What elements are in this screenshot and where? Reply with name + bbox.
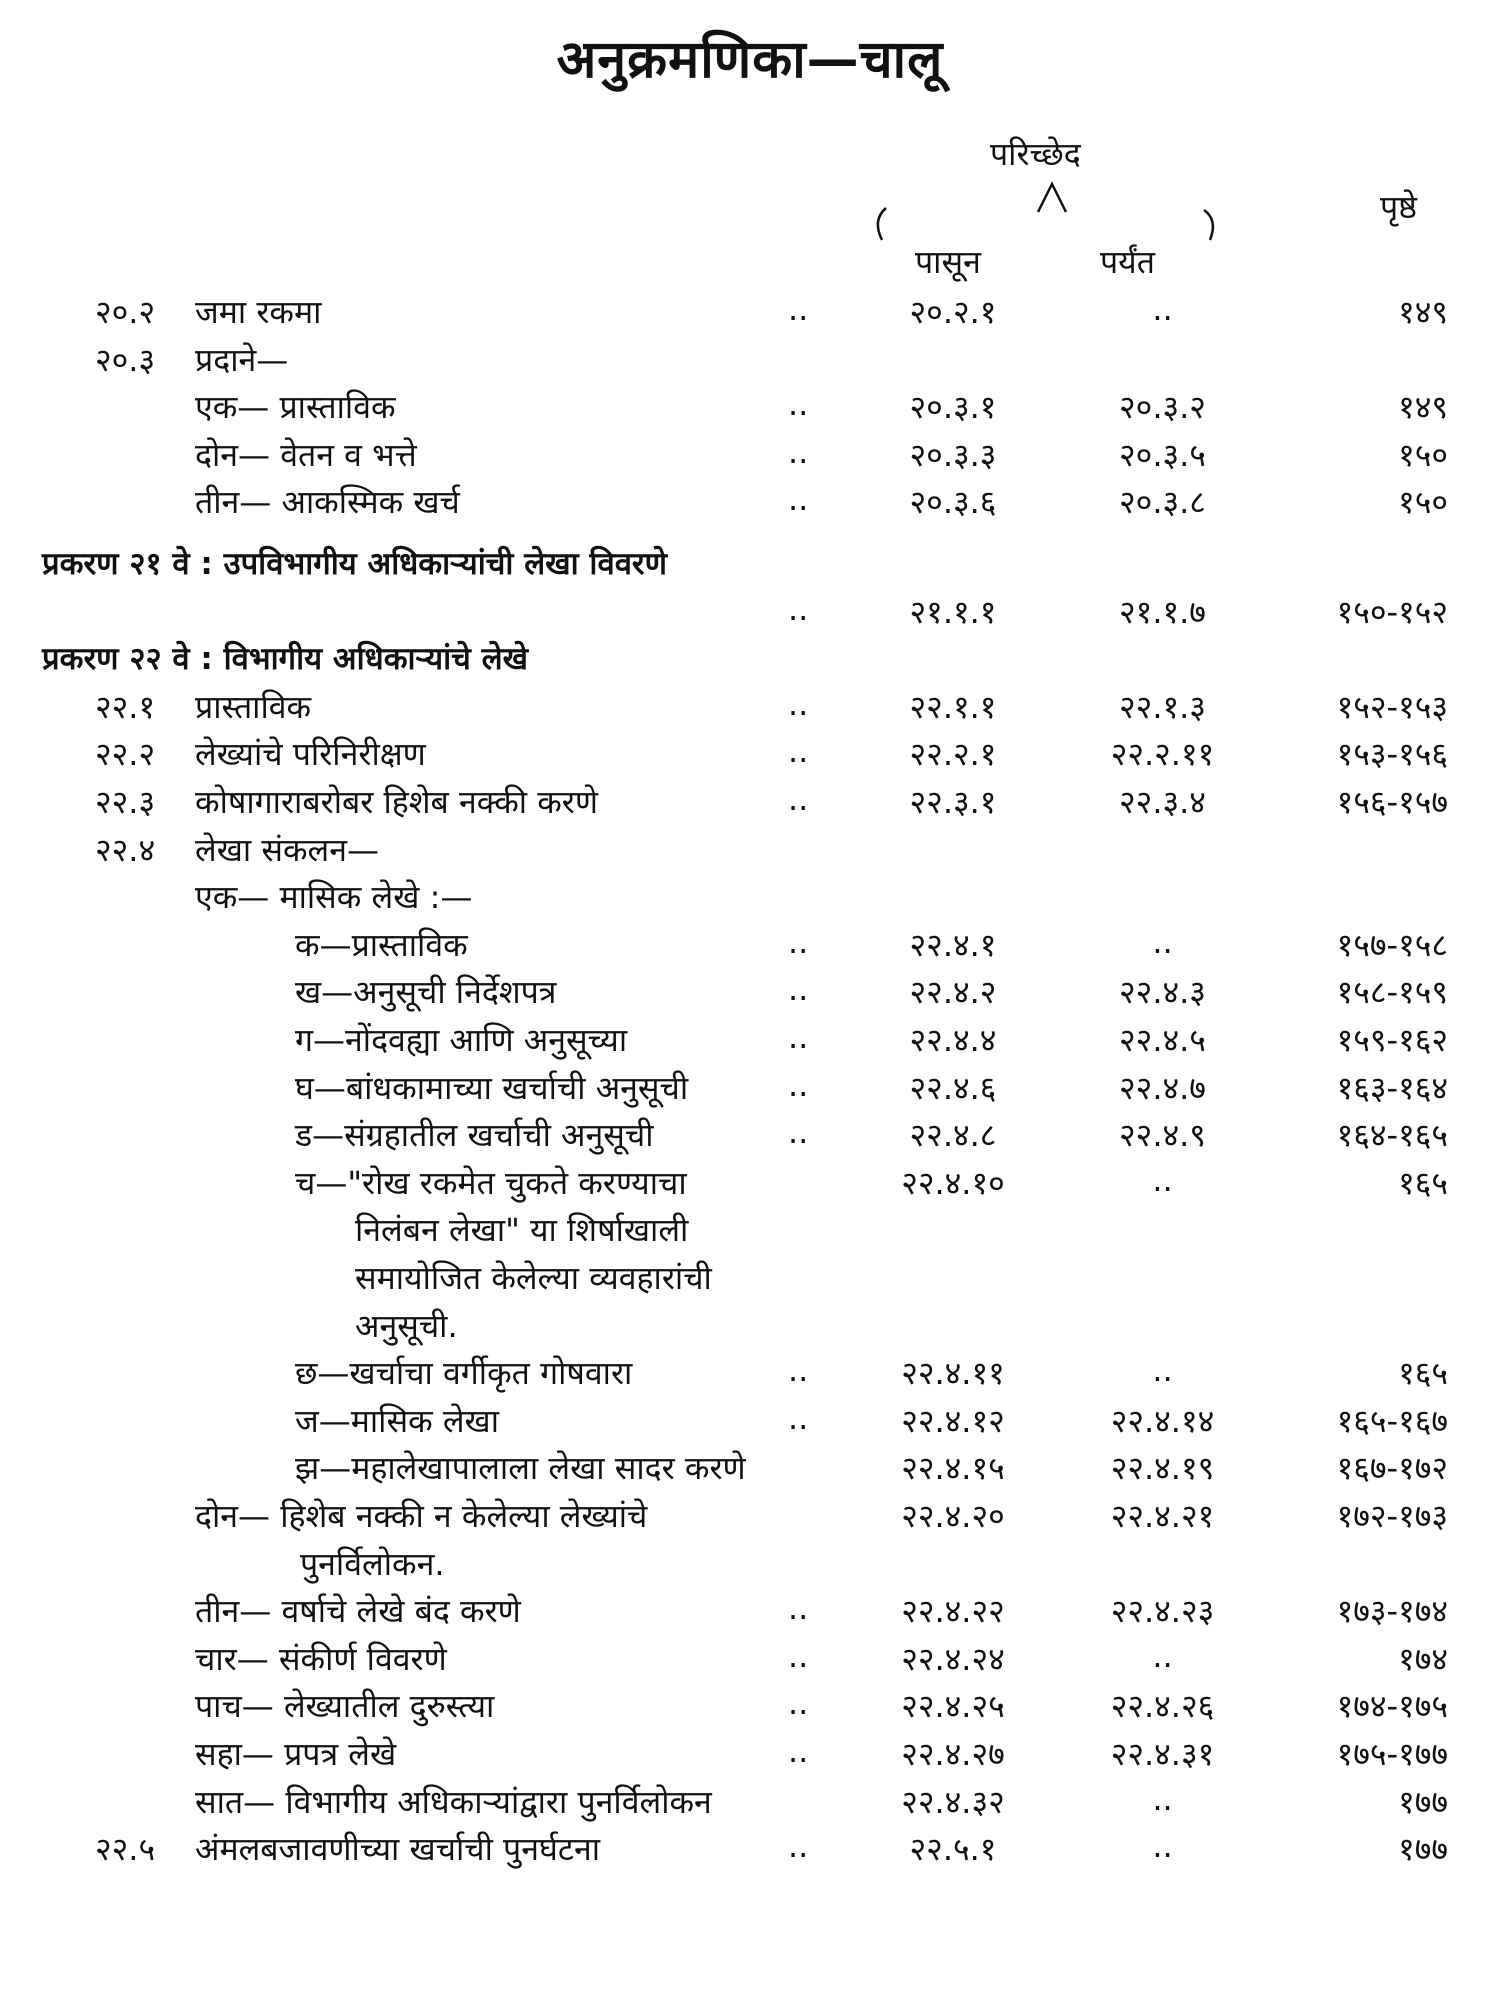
page-number: १५० xyxy=(1398,435,1448,474)
paragraph-from: २२.४.११ xyxy=(901,1354,1005,1393)
toc-label: पुनर्विलोकन. xyxy=(300,1544,445,1583)
toc-label: तीन— वर्षाचे लेखे बंद करणे xyxy=(195,1592,521,1631)
paragraph-from: २२.४.१० xyxy=(901,1163,1005,1202)
toc-label: सात— विभागीय अधिकाऱ्यांद्वारा पुनर्विलोकन xyxy=(195,1782,712,1821)
paragraph-to: .. xyxy=(1152,290,1173,328)
toc-label: समायोजित केलेल्या व्यवहारांची xyxy=(355,1259,712,1297)
toc-label: अनुसूची. xyxy=(355,1306,458,1345)
toc-label: ड—संग्रहातील खर्चाची अनुसूची xyxy=(295,1116,654,1155)
paragraph-from: २२.४.१५ xyxy=(901,1449,1005,1488)
page-number: १७३-१७४ xyxy=(1336,1592,1448,1631)
paragraph-to: २२.४.७ xyxy=(1119,1068,1206,1107)
leader-dots: .. xyxy=(788,1684,809,1723)
paragraph-from: २२.४.१ xyxy=(909,925,997,964)
toc-label: ग—नोंदवह्या आणि अनुसूच्या xyxy=(295,1021,628,1059)
chapter-title: प्रकरण २१ वे : उपविभागीय अधिकाऱ्यांची लेखा विवरणे xyxy=(42,546,668,582)
toc-row xyxy=(0,1161,1500,1207)
paragraph-to: २२.४.९ xyxy=(1119,1116,1206,1155)
header-from: पासून xyxy=(915,243,981,281)
toc-row xyxy=(0,1018,1500,1064)
page-number: १६४-१६५ xyxy=(1336,1116,1448,1155)
page-number: १६५ xyxy=(1398,1354,1448,1393)
paragraph-from: २२.४.२० xyxy=(901,1497,1005,1535)
header-to: पर्यंत xyxy=(1100,243,1155,281)
toc-row xyxy=(0,828,1500,874)
toc-row xyxy=(0,685,1500,731)
toc-label: सहा— प्रपत्र लेखे xyxy=(195,1735,397,1773)
toc-row xyxy=(0,875,1500,921)
toc-row xyxy=(0,1684,1500,1730)
page-number: १६५ xyxy=(1398,1163,1448,1202)
page-number: १६३-१६४ xyxy=(1336,1068,1448,1107)
toc-number: २२.४ xyxy=(95,830,156,869)
paragraph-from: २२.२.१ xyxy=(909,735,997,774)
page-number: १४९ xyxy=(1398,388,1448,427)
leader-dots: .. xyxy=(788,480,809,519)
paragraph-to: २२.४.२६ xyxy=(1110,1687,1215,1726)
paragraph-to: २२.१.३ xyxy=(1119,687,1206,726)
toc-row xyxy=(0,1399,1500,1445)
leader-dots: .. xyxy=(788,589,809,628)
paragraph-from: २२.४.८ xyxy=(909,1116,997,1155)
paragraph-to: २२.४.१४ xyxy=(1110,1401,1215,1440)
toc-row xyxy=(0,1208,1500,1254)
toc-label: प्रास्ताविक xyxy=(195,687,312,726)
toc-label: निलंबन लेखा" या शिर्षाखाली xyxy=(355,1211,689,1250)
page-number: १५३-१५६ xyxy=(1336,735,1448,774)
leader-dots: .. xyxy=(788,1732,809,1770)
chapter-heading xyxy=(0,542,1500,588)
toc-row xyxy=(0,290,1500,336)
page-number: १५८-१५९ xyxy=(1336,973,1448,1012)
toc-row xyxy=(0,1494,1500,1540)
toc-label: लेख्यांचे परिनिरीक्षण xyxy=(195,735,426,774)
paragraph-to: २२.४.१९ xyxy=(1110,1449,1215,1488)
leader-dots: .. xyxy=(788,1113,809,1152)
paragraph-to: .. xyxy=(1152,1827,1173,1866)
paragraph-to: २०.३.२ xyxy=(1119,388,1206,427)
paragraph-from: २०.३.३ xyxy=(909,435,997,474)
leader-dots: .. xyxy=(788,684,809,723)
page-number: १५७-१५८ xyxy=(1336,925,1448,964)
toc-number: २२.३ xyxy=(95,783,156,821)
leader-dots: .. xyxy=(788,922,809,961)
toc-row xyxy=(0,1780,1500,1826)
page-number: १५९-१६२ xyxy=(1336,1021,1448,1059)
leader-dots: .. xyxy=(788,780,809,818)
toc-row xyxy=(0,732,1500,778)
header-section: परिच्छेद xyxy=(990,135,1081,173)
toc-row xyxy=(0,385,1500,431)
paragraph-from: २२.४.४ xyxy=(909,1021,997,1059)
paragraph-from: २१.१.१ xyxy=(909,592,997,631)
leader-dots: .. xyxy=(788,1589,809,1628)
paragraph-from: २०.२.१ xyxy=(909,293,997,331)
paragraph-from: २२.४.६ xyxy=(909,1068,997,1107)
paragraph-to: २१.१.७ xyxy=(1119,592,1206,631)
toc-number: २२.१ xyxy=(95,687,156,726)
toc-number: २२.५ xyxy=(95,1830,156,1869)
toc-label: च—"रोख रकमेत चुकते करण्याचा xyxy=(295,1163,687,1202)
paragraph-to: .. xyxy=(1152,922,1173,961)
toc-label: ज—मासिक लेखा xyxy=(295,1401,499,1440)
leader-dots: .. xyxy=(788,1065,809,1104)
toc-label: जमा रकमा xyxy=(195,293,322,331)
page-number: १७७ xyxy=(1398,1782,1448,1821)
paragraph-to: २०.३.८ xyxy=(1119,483,1206,522)
page-number: १७२-१७३ xyxy=(1336,1497,1448,1535)
toc-row xyxy=(0,1827,1500,1873)
paragraph-to: २०.३.५ xyxy=(1119,435,1206,474)
paragraph-from: २२.१.१ xyxy=(909,687,997,726)
toc-row xyxy=(0,1589,1500,1635)
paragraph-to: २२.४.५ xyxy=(1119,1021,1206,1059)
toc-row xyxy=(0,1304,1500,1350)
paragraph-to: .. xyxy=(1152,1160,1173,1199)
toc-label: एक— मासिक लेखे :— xyxy=(195,878,473,917)
paragraph-from: २२.४.२५ xyxy=(901,1687,1005,1726)
page-number: १६७-१७२ xyxy=(1336,1449,1448,1488)
toc-label: एक— प्रास्ताविक xyxy=(195,388,396,427)
leader-dots: .. xyxy=(788,1827,809,1866)
leader-dots: .. xyxy=(788,970,809,1009)
leader-dots: .. xyxy=(788,1018,809,1056)
page-number: १७४-१७५ xyxy=(1336,1687,1448,1726)
toc-row xyxy=(0,1542,1500,1588)
toc-number: २२.२ xyxy=(95,735,156,774)
leader-dots: .. xyxy=(788,290,809,328)
page-title: अनुक्रमणिका—चालू xyxy=(556,30,944,90)
paragraph-from: २२.५.१ xyxy=(909,1830,997,1869)
paragraph-from: २०.३.६ xyxy=(909,483,997,522)
paragraph-to: .. xyxy=(1152,1779,1173,1818)
header-page: पृष्ठे xyxy=(1380,188,1418,226)
paragraph-from: २२.३.१ xyxy=(909,783,997,821)
paragraph-from: २२.४.१२ xyxy=(901,1401,1005,1440)
chapter-heading xyxy=(0,637,1500,683)
toc-label: ख—अनुसूची निर्देशपत्र xyxy=(295,973,557,1012)
toc-label: पाच— लेख्यातील दुरुस्त्या xyxy=(195,1687,495,1726)
paragraph-to: २२.४.२३ xyxy=(1110,1592,1215,1631)
page-number: १६५-१६७ xyxy=(1336,1401,1448,1440)
toc-row xyxy=(0,1256,1500,1302)
toc-label: दोन— हिशेब नक्की न केलेल्या लेख्यांचे xyxy=(195,1497,648,1535)
page-number: १५० xyxy=(1398,483,1448,522)
leader-dots: .. xyxy=(788,432,809,471)
paragraph-to: .. xyxy=(1152,1636,1173,1675)
toc-row xyxy=(0,923,1500,969)
paragraph-to: २२.४.३१ xyxy=(1110,1735,1215,1773)
paragraph-to: २२.२.११ xyxy=(1110,735,1215,774)
header-brace-icon xyxy=(870,170,1230,245)
paragraph-from: २२.४.२२ xyxy=(901,1592,1005,1631)
leader-dots: .. xyxy=(788,1351,809,1390)
leader-dots: .. xyxy=(788,385,809,424)
paragraph-to: .. xyxy=(1152,1351,1173,1390)
chapter-title: प्रकरण २२ वे : विभागीय अधिकाऱ्यांचे लेखे xyxy=(42,641,528,678)
paragraph-from: २०.३.१ xyxy=(909,388,997,427)
toc-label: क—प्रास्ताविक xyxy=(295,925,468,964)
toc-number: २०.२ xyxy=(95,293,156,331)
page-number: १५२-१५३ xyxy=(1336,687,1448,726)
toc-row xyxy=(0,970,1500,1016)
toc-label: चार— संकीर्ण विवरणे xyxy=(195,1639,447,1678)
leader-dots: .. xyxy=(788,1398,809,1437)
toc-row xyxy=(0,433,1500,479)
toc-number: २०.३ xyxy=(95,340,156,379)
paragraph-to: २२.३.४ xyxy=(1119,783,1206,821)
paragraph-from: २२.४.२४ xyxy=(901,1639,1005,1678)
toc-row xyxy=(0,1446,1500,1492)
paragraph-to: २२.४.२१ xyxy=(1110,1497,1215,1535)
paragraph-from: २२.४.३२ xyxy=(901,1782,1005,1821)
toc-label: दोन— वेतन व भत्ते xyxy=(195,435,417,474)
page-number: १५६-१५७ xyxy=(1336,783,1448,821)
toc-row xyxy=(0,1351,1500,1397)
toc-row xyxy=(0,480,1500,526)
paragraph-from: २२.४.२७ xyxy=(901,1735,1005,1773)
page-number: १७४ xyxy=(1398,1639,1448,1678)
toc-label: छ—खर्चाचा वर्गीकृत गोषवारा xyxy=(295,1354,633,1393)
toc-row xyxy=(0,1113,1500,1159)
toc-row xyxy=(0,780,1500,826)
page-number: १७५-१७७ xyxy=(1336,1735,1448,1773)
paragraph-to: २२.४.३ xyxy=(1119,973,1206,1012)
toc-row xyxy=(0,1066,1500,1112)
toc-label: कोषागाराबरोबर हिशेब नक्की करणे xyxy=(195,783,599,821)
paragraph-from: २२.४.२ xyxy=(909,973,997,1012)
toc-row xyxy=(0,590,1500,636)
page-number: १४९ xyxy=(1398,293,1448,331)
toc-label: अंमलबजावणीच्या खर्चाची पुनर्घटना xyxy=(195,1830,601,1869)
toc-label: झ—महालेखापालाला लेखा सादर करणे xyxy=(295,1449,746,1488)
toc-row xyxy=(0,1732,1500,1778)
leader-dots: .. xyxy=(788,732,809,771)
toc-label: प्रदाने— xyxy=(195,340,289,379)
leader-dots: .. xyxy=(788,1636,809,1675)
toc-label: तीन— आकस्मिक खर्च xyxy=(195,483,460,522)
toc-label: घ—बांधकामाच्या खर्चाची अनुसूची xyxy=(295,1068,689,1107)
toc-row xyxy=(0,1637,1500,1683)
page-number: १५०-१५२ xyxy=(1336,592,1448,631)
toc-row xyxy=(0,338,1500,384)
page-number: १७७ xyxy=(1398,1830,1448,1869)
toc-label: लेखा संकलन— xyxy=(195,830,379,869)
